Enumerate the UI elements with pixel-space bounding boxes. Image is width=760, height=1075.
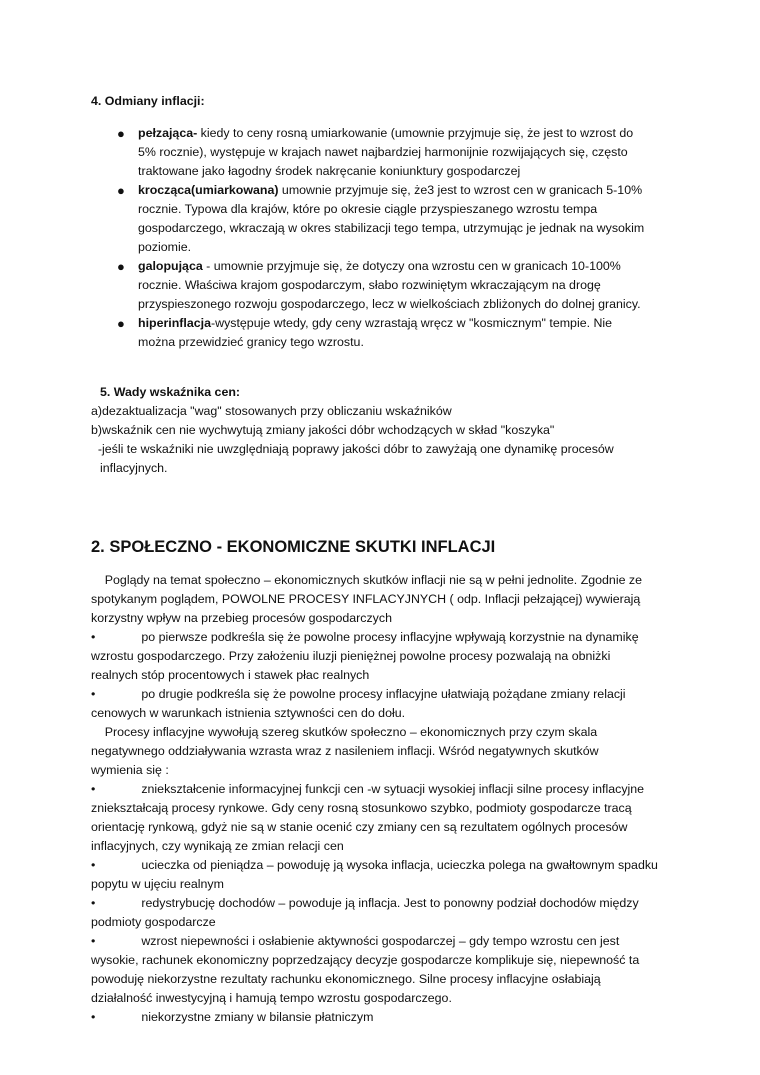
term: krocząca(umiarkowana) (138, 183, 279, 197)
bullet-icon: • (91, 858, 96, 872)
bullet-icon: • (91, 1010, 96, 1024)
list-item: • wzrost niepewności i osłabienie aktywności gospodarczej – gdy tempo wzrostu cen jest wysokie, rachunek ekonomiczny poprzedzający decyzje gospodarcze komplikuje się, niepewność ta powoduję niekorzystne rezultaty rachunku ekonomicznego. Silne procesy inflacyjne osłabiają działalność inwestycyjną i hamują tempo wzrostu gospodarczego. (91, 934, 640, 1005)
list-item: ● pełzająca- kiedy to ceny rosną umiarkowanie (umownie przyjmuje się, że jest to wzrost do 5% rocznie), występuje w krajach nawet najbardziej harmonijnie rozwijających się, często traktowane jako łagodny środek nakręcanie koniunktury gospodarczej (117, 126, 634, 178)
bullet-icon: • (91, 896, 96, 910)
list-item: • redystrybucję dochodów – powoduje ją inflacja. Jest to ponowny podział dochodów między podmioty gospodarcze (91, 896, 639, 929)
bullet-icon: • (91, 687, 96, 701)
drawback-a: a)dezaktualizacja "wag" stosowanych przy obliczaniu wskaźników (91, 404, 452, 418)
list-item: • niekorzystne zmiany w bilansie płatniczym (91, 1010, 374, 1024)
list-item: • po drugie podkreśla się że powolne procesy inflacyjne ułatwiają pożądane zmiany relacji cenowych w warunkach istnienia sztywności cen do dołu. (91, 687, 626, 720)
intro-paragraph: Poglądy na temat społeczno – ekonomicznych skutków inflacji nie są w pełni jednolite. Zgodnie ze spotykanym poglądem, POWOLNE PROCESY INFLACYJNYCH ( odp. Inflacji pełzającej) wywierają korzystny wpływ na przebieg procesów gospodarczych (91, 573, 642, 625)
drawback-b: b)wskaźnik cen nie wychwytują zmiany jakości dóbr wchodzących w skład "koszyka" (91, 423, 555, 437)
drawback-c-line1: -jeśli te wskaźniki nie uwzględniają poprawy jakości dóbr to zawyżają one dynamikę procesów (91, 442, 614, 456)
list-item: ● krocząca(umiarkowana) umownie przyjmuje się, że3 jest to wzrost cen w granicach 5-10% rocznie. Typowa dla krajów, które po okresie ciągle przyspieszanego wzrostu tempa gospodarczego, wkraczają w okres stabilizacji tego tempa, utrzymując je jednak na wysokim poziomie. (117, 183, 645, 254)
list-item: ● hiperinflacja-występuje wtedy, gdy ceny wzrastają wręcz w "kosmicznym" tempie. Nie można przewidzieć granicy tego wzrostu. (117, 316, 613, 349)
bullet-icon: ● (117, 126, 125, 141)
term: hiperinflacja (138, 316, 211, 330)
list-item: • zniekształcenie informacyjnej funkcji cen -w sytuacji wysokiej inflacji silne procesy inflacyjne zniekształcają procesy rynkowe. Gdy ceny rosną stosunkowo szybko, podmioty gospodarcze tracą orientację rynkową, gdyż nie są w stanie ocenić czy zmiany cen są rezultatem ogólnych procesów inflacyjnych, czy wynikają ze zmian relacji cen (91, 782, 645, 853)
list-item: • po pierwsze podkreśla się że powolne procesy inflacyjne wpływają korzystnie na dynamikę wzrostu gospodarczego. Przy założeniu iluzji pieniężnej powolne procesy pozwalają na obniżki realnych stóp procentowych i stawek płac realnych (91, 630, 639, 682)
term: pełzająca- (138, 126, 198, 140)
chapter-2-heading: 2. SPOŁECZNO - EKONOMICZNE SKUTKI INFLACJI (91, 538, 496, 556)
drawback-c-line2: inflacyjnych. (100, 461, 168, 475)
bullet-icon: • (91, 782, 96, 796)
bullet-icon: • (91, 630, 96, 644)
list-item: ● galopująca - umownie przyjmuje się, że dotyczy ona wzrostu cen w granicach 10-100% rocznie. Właściwa krajom gospodarczym, słabo rozwiniętym wkraczającym na drogę przyspieszonego rozwoju gospodarczego, lecz w wielkościach zbliżonych do dolnej granicy. (117, 259, 641, 311)
bullet-icon: ● (117, 316, 125, 331)
term: galopująca (138, 259, 203, 273)
list-item: • ucieczka od pieniądza – powoduję ją wysoka inflacja, ucieczka polega na gwałtownym spadku popytu w ujęciu realnym (91, 858, 658, 891)
inflation-types-list (117, 124, 677, 352)
bullet-icon: • (91, 934, 96, 948)
bullet-icon: ● (117, 183, 125, 198)
section-5-heading: 5. Wady wskaźnika cen: (100, 385, 241, 399)
negative-effects-intro: Procesy inflacyjne wywołują szereg skutków społeczno – ekonomicznych przy czym skala negatywnego oddziaływania wzrasta wraz z nasileniem inflacji. Wśród negatywnych skutków wymienia się : (91, 725, 599, 777)
section-4-heading: 4. Odmiany inflacji: (91, 94, 205, 108)
chapter-2-body (91, 571, 669, 1027)
bullet-icon: ● (117, 259, 125, 274)
